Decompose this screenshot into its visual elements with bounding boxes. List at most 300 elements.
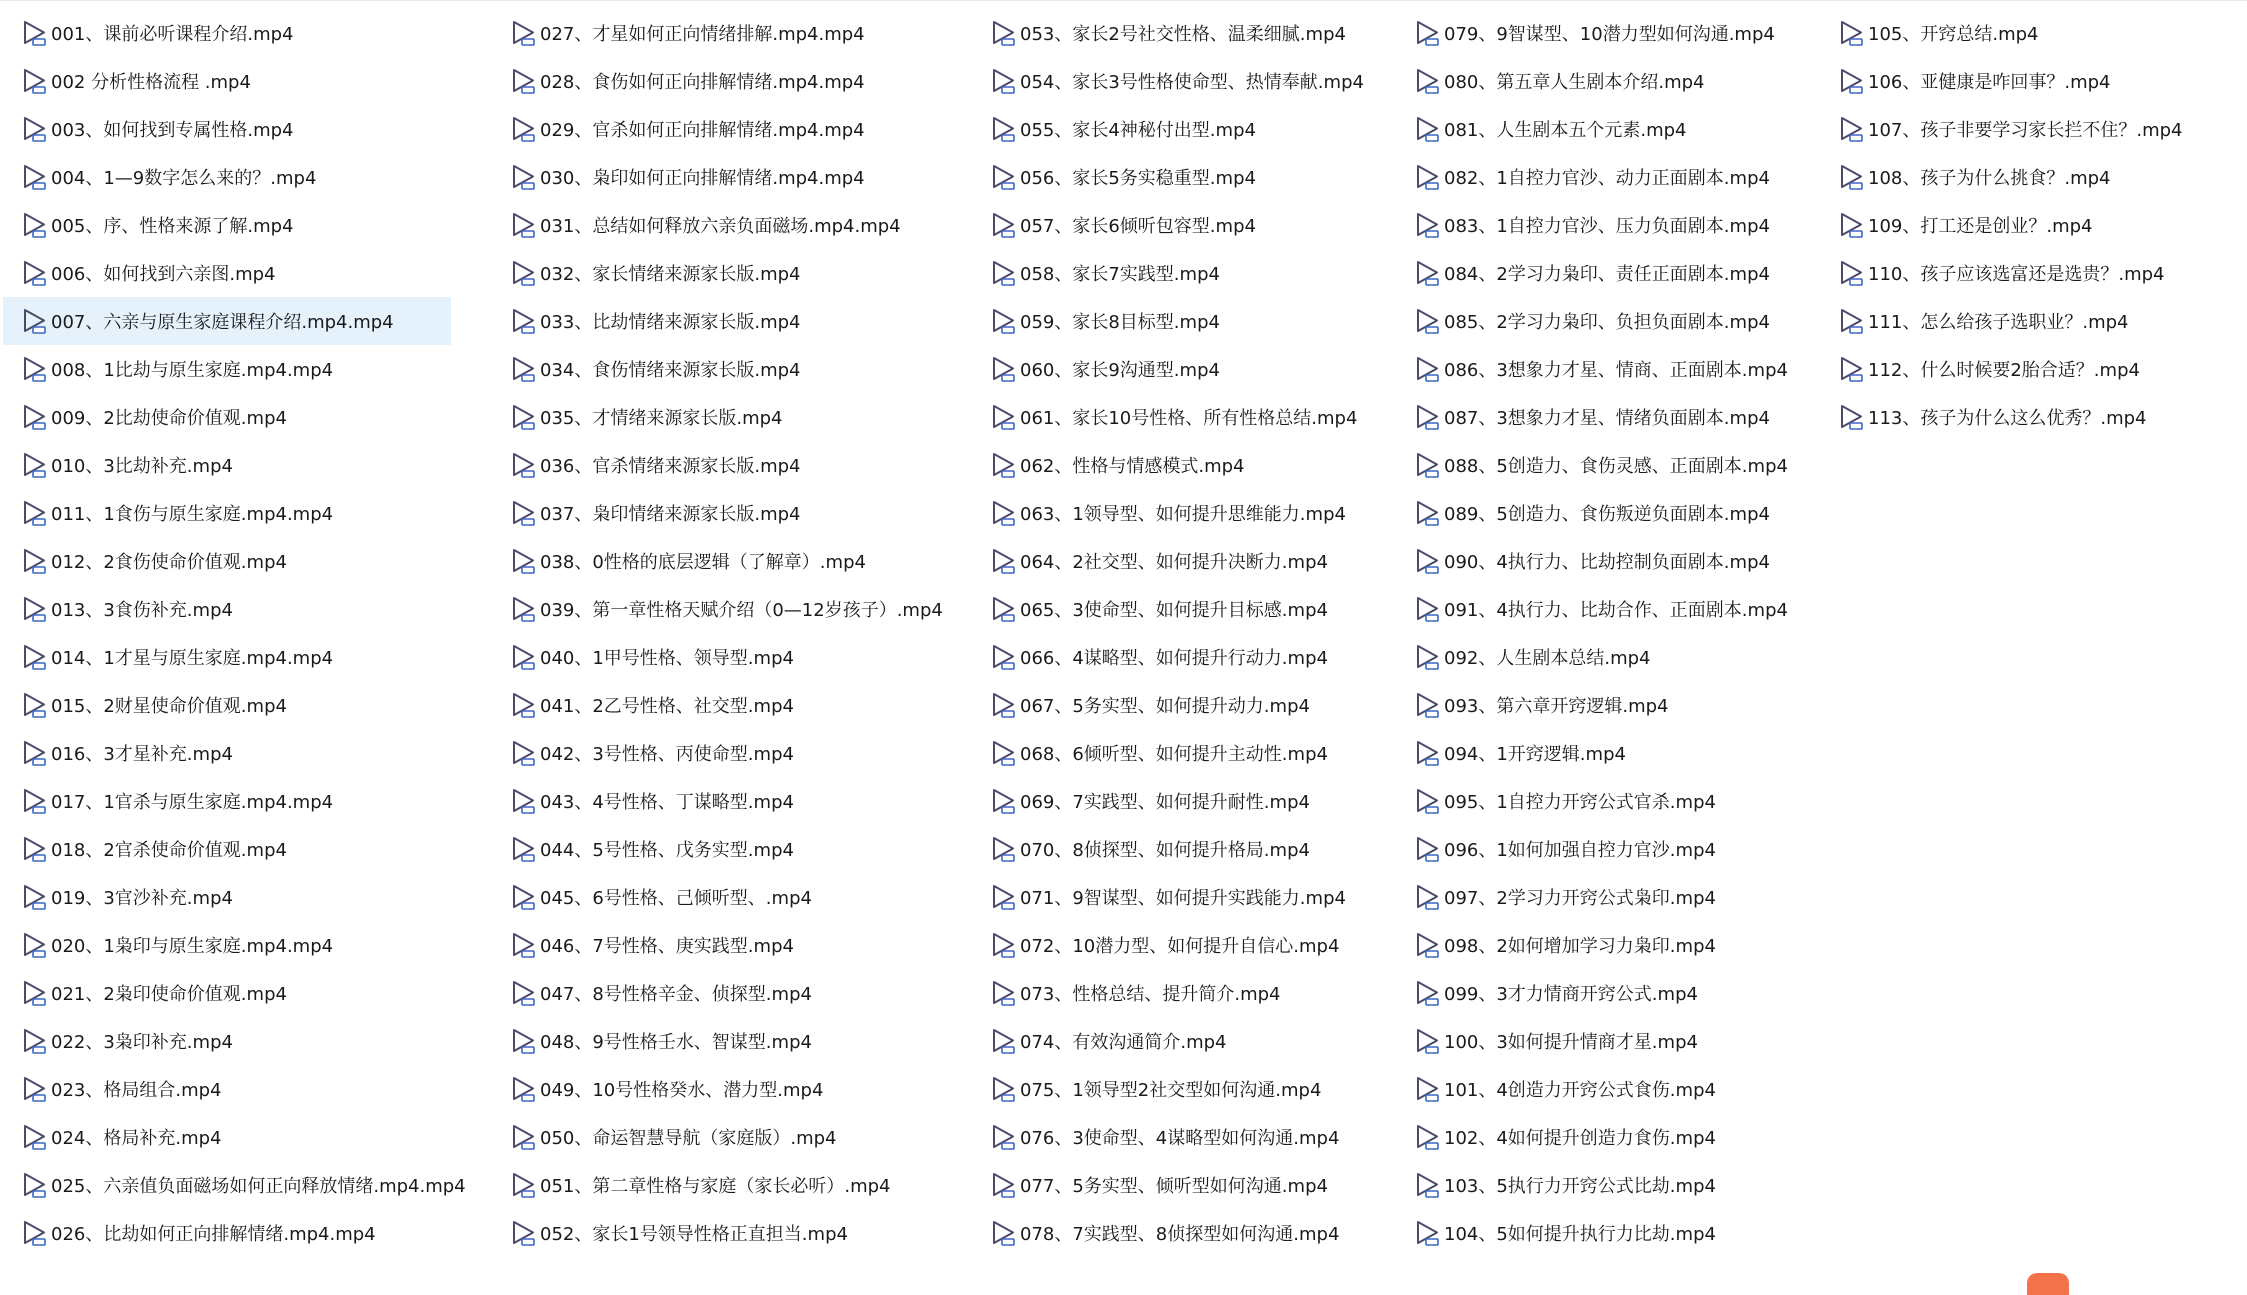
file-name-label: 038、0性格的底层逻辑（了解章）.mp4 [540, 552, 866, 573]
file-item[interactable] [1396, 585, 1816, 633]
video-file-icon [1414, 1219, 1442, 1247]
file-item[interactable] [972, 681, 1392, 729]
file-name-label: 106、亚健康是咋回事？.mp4 [1868, 72, 2111, 93]
file-name-label: 047、8号性格辛金、侦探型.mp4 [540, 984, 812, 1005]
video-file-icon [510, 691, 538, 719]
file-name-label: 079、9智谋型、10潜力型如何沟通.mp4 [1444, 24, 1775, 45]
file-name-label: 040、1甲号性格、领导型.mp4 [540, 648, 794, 669]
file-name-label: 069、7实践型、如何提升耐性.mp4 [1020, 792, 1310, 813]
video-file-icon [990, 739, 1018, 767]
file-item[interactable] [3, 345, 451, 393]
file-column-1 [3, 9, 466, 1257]
file-item[interactable] [3, 1017, 451, 1065]
file-item[interactable] [972, 1017, 1392, 1065]
video-file-icon [510, 19, 538, 47]
file-item[interactable] [972, 585, 1392, 633]
video-file-icon [21, 1123, 49, 1151]
file-name-label: 017、1官杀与原生家庭.mp4.mp4 [51, 792, 334, 813]
file-name-label: 083、1自控力官沙、压力负面剧本.mp4 [1444, 216, 1770, 237]
file-name-label: 065、3使命型、如何提升目标感.mp4 [1020, 600, 1328, 621]
video-file-icon [990, 883, 1018, 911]
file-name-label: 056、家长5务实稳重型.mp4 [1020, 168, 1256, 189]
video-file-icon [510, 739, 538, 767]
file-item[interactable] [3, 249, 451, 297]
file-name-label: 037、枭印情绪来源家长版.mp4 [540, 504, 801, 525]
file-name-label: 109、打工还是创业？.mp4 [1868, 216, 2093, 237]
file-name-label: 055、家长4神秘付出型.mp4 [1020, 120, 1256, 141]
file-name-label: 090、4执行力、比劫控制负面剧本.mp4 [1444, 552, 1770, 573]
video-file-icon [1414, 595, 1442, 623]
video-file-icon [1414, 67, 1442, 95]
video-file-icon [990, 691, 1018, 719]
file-item[interactable] [492, 1161, 952, 1209]
video-file-icon [21, 835, 49, 863]
file-item[interactable] [1820, 345, 2240, 393]
file-item[interactable] [1396, 345, 1816, 393]
file-item[interactable] [972, 1113, 1392, 1161]
file-name-label: 049、10号性格癸水、潜力型.mp4 [540, 1080, 824, 1101]
file-name-label: 031、总结如何释放六亲负面磁场.mp4.mp4 [540, 216, 901, 237]
video-file-icon [510, 259, 538, 287]
video-file-icon [21, 979, 49, 1007]
video-file-icon [1414, 547, 1442, 575]
file-name-label: 103、5执行力开窍公式比劫.mp4 [1444, 1176, 1716, 1197]
video-file-icon [990, 19, 1018, 47]
video-file-icon [1414, 835, 1442, 863]
file-item[interactable] [492, 249, 952, 297]
file-item[interactable] [3, 9, 451, 57]
file-item[interactable] [492, 1065, 952, 1113]
file-item[interactable] [1820, 57, 2240, 105]
video-file-icon [21, 931, 49, 959]
file-item[interactable] [972, 777, 1392, 825]
file-name-label: 076、3使命型、4谋略型如何沟通.mp4 [1020, 1128, 1340, 1149]
video-file-icon [1414, 1123, 1442, 1151]
file-name-label: 010、3比劫补充.mp4 [51, 456, 233, 477]
video-file-icon [510, 787, 538, 815]
file-name-label: 072、10潜力型、如何提升自信心.mp4 [1020, 936, 1340, 957]
file-item[interactable] [492, 201, 952, 249]
video-file-icon [1414, 643, 1442, 671]
file-item[interactable] [1820, 153, 2240, 201]
video-file-icon [990, 1123, 1018, 1151]
file-item[interactable] [1396, 249, 1816, 297]
video-file-icon [990, 595, 1018, 623]
file-item[interactable] [972, 393, 1392, 441]
video-file-icon [1838, 163, 1866, 191]
file-item[interactable] [492, 729, 952, 777]
file-item[interactable] [972, 297, 1392, 345]
video-file-icon [1414, 1027, 1442, 1055]
file-item[interactable] [492, 1017, 952, 1065]
file-item[interactable] [3, 441, 451, 489]
video-file-icon [990, 115, 1018, 143]
video-file-icon [510, 499, 538, 527]
file-item[interactable] [972, 825, 1392, 873]
file-name-label: 061、家长10号性格、所有性格总结.mp4 [1020, 408, 1358, 429]
video-file-icon [21, 67, 49, 95]
file-item[interactable] [1396, 633, 1816, 681]
file-name-label: 052、家长1号领导性格正直担当.mp4 [540, 1224, 848, 1245]
video-file-icon [21, 307, 49, 335]
file-name-label: 026、比劫如何正向排解情绪.mp4.mp4 [51, 1224, 376, 1245]
file-item[interactable] [1396, 729, 1816, 777]
file-name-label: 080、第五章人生剧本介绍.mp4 [1444, 72, 1705, 93]
video-file-icon [510, 835, 538, 863]
file-item[interactable] [972, 1065, 1392, 1113]
video-file-icon [1414, 883, 1442, 911]
file-item[interactable] [3, 1113, 451, 1161]
video-file-icon [21, 1219, 49, 1247]
file-name-label: 018、2官杀使命价值观.mp4 [51, 840, 287, 861]
file-item[interactable] [1396, 57, 1816, 105]
file-item[interactable] [492, 921, 952, 969]
file-name-label: 009、2比劫使命价值观.mp4 [51, 408, 287, 429]
file-name-label: 007、六亲与原生家庭课程介绍.mp4.mp4 [51, 312, 394, 333]
file-item[interactable] [3, 825, 451, 873]
file-name-label: 043、4号性格、丁谋略型.mp4 [540, 792, 794, 813]
file-name-label: 096、1如何加强自控力官沙.mp4 [1444, 840, 1716, 861]
video-file-icon [1838, 115, 1866, 143]
file-item[interactable] [1820, 297, 2240, 345]
file-column-3 [972, 9, 1392, 1257]
file-item[interactable] [492, 873, 952, 921]
video-file-icon [1414, 1171, 1442, 1199]
file-item[interactable] [492, 393, 952, 441]
file-item[interactable] [492, 489, 952, 537]
file-item[interactable] [972, 489, 1392, 537]
file-name-label: 075、1领导型2社交型如何沟通.mp4 [1020, 1080, 1322, 1101]
video-file-icon [1414, 19, 1442, 47]
file-item[interactable] [492, 345, 952, 393]
file-item[interactable] [3, 201, 451, 249]
file-item[interactable] [492, 441, 952, 489]
file-item[interactable] [492, 153, 952, 201]
file-name-label: 095、1自控力开窍公式官杀.mp4 [1444, 792, 1716, 813]
file-item[interactable] [1396, 921, 1816, 969]
file-item[interactable] [492, 297, 952, 345]
video-file-icon [21, 595, 49, 623]
file-name-label: 023、格局组合.mp4 [51, 1080, 222, 1101]
video-file-icon [510, 211, 538, 239]
file-item[interactable] [1396, 1161, 1816, 1209]
video-file-icon [990, 259, 1018, 287]
file-column-5 [1820, 9, 2240, 441]
file-name-label: 064、2社交型、如何提升决断力.mp4 [1020, 552, 1328, 573]
file-item[interactable] [3, 777, 451, 825]
video-file-icon [990, 835, 1018, 863]
file-item[interactable] [972, 249, 1392, 297]
file-name-label: 020、1枭印与原生家庭.mp4.mp4 [51, 936, 334, 957]
file-item[interactable] [1396, 777, 1816, 825]
file-item[interactable] [972, 969, 1392, 1017]
file-name-label: 092、人生剧本总结.mp4 [1444, 648, 1651, 669]
video-file-icon [1414, 979, 1442, 1007]
file-name-label: 016、3才星补充.mp4 [51, 744, 233, 765]
video-file-icon [21, 691, 49, 719]
file-name-label: 063、1领导型、如何提升思维能力.mp4 [1020, 504, 1346, 525]
file-item[interactable] [1396, 489, 1816, 537]
file-name-label: 032、家长情绪来源家长版.mp4 [540, 264, 801, 285]
file-name-label: 039、第一章性格天赋介绍（0—12岁孩子）.mp4 [540, 600, 943, 621]
video-file-icon [1838, 355, 1866, 383]
video-file-icon [510, 115, 538, 143]
file-name-label: 105、开窍总结.mp4 [1868, 24, 2039, 45]
file-item-selected[interactable] [3, 297, 451, 345]
file-item[interactable] [3, 489, 451, 537]
video-file-icon [1838, 259, 1866, 287]
file-item[interactable] [492, 537, 952, 585]
file-item[interactable] [1396, 441, 1816, 489]
file-item[interactable] [492, 681, 952, 729]
video-file-icon [1838, 307, 1866, 335]
file-item[interactable] [3, 105, 451, 153]
video-file-icon [990, 1075, 1018, 1103]
file-item[interactable] [1820, 9, 2240, 57]
file-item[interactable] [1396, 1017, 1816, 1065]
file-item[interactable] [972, 1209, 1392, 1257]
video-file-icon [1838, 67, 1866, 95]
file-name-label: 011、1食伤与原生家庭.mp4.mp4 [51, 504, 334, 525]
file-name-label: 044、5号性格、戊务实型.mp4 [540, 840, 794, 861]
file-item[interactable] [492, 825, 952, 873]
file-item[interactable] [492, 777, 952, 825]
file-name-label: 097、2学习力开窍公式枭印.mp4 [1444, 888, 1716, 909]
file-item[interactable] [1396, 1113, 1816, 1161]
file-item[interactable] [972, 9, 1392, 57]
file-item[interactable] [1396, 1209, 1816, 1257]
file-column-2 [492, 9, 952, 1257]
file-name-label: 014、1才星与原生家庭.mp4.mp4 [51, 648, 334, 669]
file-item[interactable] [1396, 105, 1816, 153]
file-name-label: 088、5创造力、食伤灵感、正面剧本.mp4 [1444, 456, 1788, 477]
video-file-icon [510, 1171, 538, 1199]
video-file-icon [510, 931, 538, 959]
video-file-icon [21, 403, 49, 431]
corner-badge [2027, 1273, 2069, 1295]
file-item[interactable] [3, 1209, 451, 1257]
file-name-label: 051、第二章性格与家庭（家长必听）.mp4 [540, 1176, 891, 1197]
file-item[interactable] [1396, 9, 1816, 57]
file-item[interactable] [492, 969, 952, 1017]
file-name-label: 113、孩子为什么这么优秀？.mp4 [1868, 408, 2147, 429]
video-file-icon [1838, 403, 1866, 431]
file-item[interactable] [3, 969, 451, 1017]
file-item[interactable] [3, 153, 451, 201]
file-name-label: 029、官杀如何正向排解情绪.mp4.mp4 [540, 120, 865, 141]
video-file-icon [990, 1171, 1018, 1199]
file-name-label: 111、怎么给孩子选职业？.mp4 [1868, 312, 2129, 333]
file-item[interactable] [3, 633, 451, 681]
file-item[interactable] [492, 1209, 952, 1257]
file-item[interactable] [972, 729, 1392, 777]
file-item[interactable] [492, 57, 952, 105]
file-item[interactable] [972, 441, 1392, 489]
file-item[interactable] [3, 57, 451, 105]
file-item[interactable] [1396, 825, 1816, 873]
video-file-icon [1414, 451, 1442, 479]
file-name-label: 101、4创造力开窍公式食伤.mp4 [1444, 1080, 1716, 1101]
file-name-label: 002 分析性格流程 .mp4 [51, 72, 251, 93]
video-file-icon [990, 67, 1018, 95]
video-file-icon [1838, 19, 1866, 47]
video-file-icon [1414, 307, 1442, 335]
file-item[interactable] [3, 729, 451, 777]
file-item[interactable] [1396, 153, 1816, 201]
file-name-label: 074、有效沟通简介.mp4 [1020, 1032, 1227, 1053]
file-item[interactable] [972, 1161, 1392, 1209]
file-item[interactable] [492, 105, 952, 153]
file-name-label: 071、9智谋型、如何提升实践能力.mp4 [1020, 888, 1346, 909]
file-name-label: 108、孩子为什么挑食？.mp4 [1868, 168, 2111, 189]
file-name-label: 022、3枭印补充.mp4 [51, 1032, 233, 1053]
video-file-icon [990, 643, 1018, 671]
file-name-label: 060、家长9沟通型.mp4 [1020, 360, 1220, 381]
file-name-label: 005、序、性格来源了解.mp4 [51, 216, 294, 237]
video-file-icon [21, 1075, 49, 1103]
file-item[interactable] [492, 1113, 952, 1161]
file-name-label: 077、5务实型、倾听型如何沟通.mp4 [1020, 1176, 1328, 1197]
video-file-icon [990, 931, 1018, 959]
file-name-label: 093、第六章开窍逻辑.mp4 [1444, 696, 1669, 717]
file-name-label: 050、命运智慧导航（家庭版）.mp4 [540, 1128, 837, 1149]
video-file-icon [21, 259, 49, 287]
file-name-label: 035、才情绪来源家长版.mp4 [540, 408, 783, 429]
video-file-icon [21, 787, 49, 815]
file-name-label: 024、格局补充.mp4 [51, 1128, 222, 1149]
file-name-label: 004、1—9数字怎么来的？.mp4 [51, 168, 317, 189]
video-file-icon [510, 1123, 538, 1151]
file-item[interactable] [1396, 681, 1816, 729]
file-item[interactable] [492, 9, 952, 57]
video-file-icon [510, 595, 538, 623]
file-name-label: 073、性格总结、提升简介.mp4 [1020, 984, 1281, 1005]
file-name-label: 100、3如何提升情商才星.mp4 [1444, 1032, 1698, 1053]
file-item[interactable] [972, 873, 1392, 921]
file-item[interactable] [3, 537, 451, 585]
file-item[interactable] [972, 345, 1392, 393]
video-file-icon [21, 19, 49, 47]
file-item[interactable] [3, 921, 451, 969]
file-column-4 [1396, 9, 1816, 1257]
file-item[interactable] [3, 585, 451, 633]
file-name-label: 058、家长7实践型.mp4 [1020, 264, 1220, 285]
file-item[interactable] [3, 681, 451, 729]
video-file-icon [990, 307, 1018, 335]
file-item[interactable] [972, 537, 1392, 585]
file-item[interactable] [1396, 969, 1816, 1017]
file-name-label: 034、食伤情绪来源家长版.mp4 [540, 360, 801, 381]
video-file-icon [21, 643, 49, 671]
file-name-label: 089、5创造力、食伤叛逆负面剧本.mp4 [1444, 504, 1770, 525]
video-file-icon [21, 211, 49, 239]
file-item[interactable] [972, 57, 1392, 105]
file-name-label: 084、2学习力枭印、责任正面剧本.mp4 [1444, 264, 1770, 285]
video-file-icon [510, 403, 538, 431]
video-file-icon [21, 115, 49, 143]
video-file-icon [990, 355, 1018, 383]
file-name-label: 041、2乙号性格、社交型.mp4 [540, 696, 794, 717]
video-file-icon [21, 451, 49, 479]
video-file-icon [21, 163, 49, 191]
video-file-icon [510, 355, 538, 383]
file-name-label: 102、4如何提升创造力食伤.mp4 [1444, 1128, 1716, 1149]
file-item[interactable] [1820, 249, 2240, 297]
file-name-label: 012、2食伤使命价值观.mp4 [51, 552, 287, 573]
file-name-label: 078、7实践型、8侦探型如何沟通.mp4 [1020, 1224, 1340, 1245]
file-item[interactable] [972, 633, 1392, 681]
video-file-icon [21, 499, 49, 527]
video-file-icon [1414, 691, 1442, 719]
file-item[interactable] [1396, 1065, 1816, 1113]
file-name-label: 036、官杀情绪来源家长版.mp4 [540, 456, 801, 477]
file-name-label: 066、4谋略型、如何提升行动力.mp4 [1020, 648, 1328, 669]
file-item[interactable] [1396, 537, 1816, 585]
file-item[interactable] [972, 921, 1392, 969]
video-file-icon [990, 787, 1018, 815]
file-item[interactable] [972, 105, 1392, 153]
file-name-label: 001、课前必听课程介绍.mp4 [51, 24, 294, 45]
video-file-icon [1414, 355, 1442, 383]
video-file-icon [990, 451, 1018, 479]
file-name-label: 030、枭印如何正向排解情绪.mp4.mp4 [540, 168, 865, 189]
video-file-icon [21, 1171, 49, 1199]
file-name-label: 099、3才力情商开窍公式.mp4 [1444, 984, 1698, 1005]
video-file-icon [510, 883, 538, 911]
file-item[interactable] [492, 633, 952, 681]
file-item[interactable] [972, 201, 1392, 249]
file-item[interactable] [1396, 297, 1816, 345]
file-item[interactable] [1396, 393, 1816, 441]
video-file-icon [510, 163, 538, 191]
file-name-label: 091、4执行力、比劫合作、正面剧本.mp4 [1444, 600, 1788, 621]
file-item[interactable] [3, 1065, 451, 1113]
file-name-label: 059、家长8目标型.mp4 [1020, 312, 1220, 333]
file-name-label: 082、1自控力官沙、动力正面剧本.mp4 [1444, 168, 1770, 189]
file-item[interactable] [3, 1161, 466, 1209]
video-file-icon [990, 403, 1018, 431]
video-file-icon [990, 979, 1018, 1007]
file-name-label: 094、1开窍逻辑.mp4 [1444, 744, 1626, 765]
file-item[interactable] [3, 873, 451, 921]
file-name-label: 006、如何找到六亲图.mp4 [51, 264, 276, 285]
file-name-label: 053、家长2号社交性格、温柔细腻.mp4 [1020, 24, 1346, 45]
file-name-label: 028、食伤如何正向排解情绪.mp4.mp4 [540, 72, 865, 93]
file-item[interactable] [3, 393, 451, 441]
video-file-icon [510, 1027, 538, 1055]
file-name-label: 070、8侦探型、如何提升格局.mp4 [1020, 840, 1310, 861]
file-name-label: 013、3食伤补充.mp4 [51, 600, 233, 621]
file-item[interactable] [492, 585, 952, 633]
file-name-label: 112、什么时候要2胎合适？.mp4 [1868, 360, 2140, 381]
file-name-label: 086、3想象力才星、情商、正面剧本.mp4 [1444, 360, 1788, 381]
video-file-icon [21, 883, 49, 911]
file-item[interactable] [1820, 105, 2240, 153]
video-file-icon [990, 1219, 1018, 1247]
video-file-icon [990, 211, 1018, 239]
file-item[interactable] [1396, 873, 1816, 921]
video-file-icon [990, 547, 1018, 575]
video-file-icon [510, 67, 538, 95]
video-file-icon [1414, 403, 1442, 431]
file-item[interactable] [972, 153, 1392, 201]
file-item[interactable] [1396, 201, 1816, 249]
file-item[interactable] [1820, 201, 2240, 249]
file-name-label: 015、2财星使命价值观.mp4 [51, 696, 287, 717]
video-file-icon [510, 307, 538, 335]
video-file-icon [1414, 787, 1442, 815]
file-item[interactable] [1820, 393, 2240, 441]
